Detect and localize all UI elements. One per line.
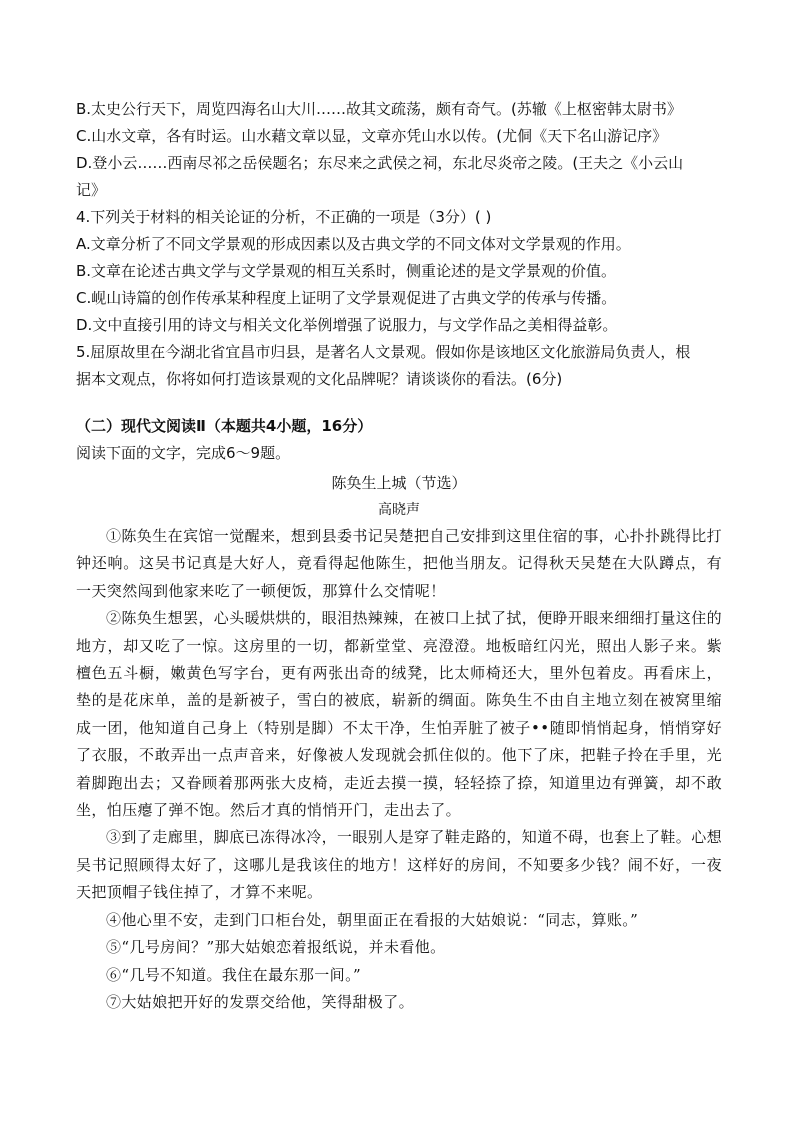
option-d-line1: D.登小云……西南尽祁之岳侯题名；东尽来之武侯之祠，东北尽炎帝之陵。(王夫之《小云山 [76, 154, 684, 172]
question4-option-c: C.岘山诗篇的创作传承某种程度上证明了文学景观促进了古典文学的传承与传播。 [76, 289, 617, 307]
option-d-line2: 记》 [76, 181, 107, 199]
story-paragraph-6: ⑥“几号不知道。我住在最东那一间。” [106, 965, 362, 984]
story-author: 高晓声 [378, 502, 420, 518]
document-page [76, 96, 722, 1016]
story-paragraph-5: ⑤“几号房间？”那大姑娘恋着报纸说，并未看他。 [106, 938, 446, 957]
story-paragraph-3: ③到了走廊里，脚底已冻得冰冷，一眼别人是穿了鞋走路的，知道不碍，也套上了鞋。心想吴书记照顾得太好了，这哪儿是我该住的地方！这样好的房间，不知要多少钱？闹不好，一夜天把顶帽子钱住掉了，才算不来呢。 [76, 828, 723, 902]
question4-option-b: B.文章在论述古典文学与文学景观的相互关系时，侧重论述的是文学景观的价值。 [76, 262, 617, 280]
reading-instruction: 阅读下面的文字，完成6～9题。 [76, 444, 291, 462]
story-paragraph-1: ①陈奂生在宾馆一觉醒来，想到县委书记吴楚把自己安排到这里住宿的事，心扑扑跳得比打钟还响。这吴书记真是大好人，竟看得起他陈生，把他当朋友。记得秋天吴楚在大队蹲点，有一天突然闯到他家来吃了一顿便饭，那算什么交情呢！ [76, 527, 723, 600]
story-title: 陈奂生上城（节选） [331, 474, 467, 492]
question5-line2: 据本文观点，你将如何打造该景观的文化品牌呢？请谈谈你的看法。(6分) [76, 370, 563, 388]
question5-line1: 5.屈原故里在今湖北省宜昌市归县，是著名人文景观。假如你是该地区文化旅游局负责人，根 [76, 343, 691, 361]
story-paragraph-2: ②陈奂生想罢，心头暖烘烘的，眼泪热辣辣，在被口上拭了拭，便睁开眼来细细打量这住的地方，却又吃了一惊。这房里的一切，都新堂堂、亮澄澄。地板暗红闪光，照出人影子来。紫檀色五斗橱，嫩黄色写字台，更有两张出奇的绒凳，比太师椅还大，里外包着皮。再看床上，垫的是花床单，盖的是新被子，雪白的被底，崭新的绸面。陈奂生不由自主地立刻在被窝里缩成一团，他知道自己身上（特别是脚）不太干净，生怕弄脏了被子••随即悄悄起身，悄悄穿好了衣服，不敢弄出一点声音来，好像被人发现就会抓住似的。他下了床，把鞋子拎在手里，光着脚跑出去；又眷顾着那两张大皮椅，走近去摸一摸，轻轻捺了捺，知道里边有弹簧，却不敢坐，怕压瘪了弹不饱。然后才真的悄悄开门，走出去了。 [76, 609, 723, 820]
question4-option-a: A.文章分析了不同文学景观的形成因素以及古典文学的不同文体对文学景观的作用。 [76, 235, 631, 253]
option-c: C.山水文章，各有时运。山水藉文章以显，文章亦凭山水以传。(尤侗《天下名山游记序》 [76, 127, 668, 145]
story-paragraph-7: ⑦大姑娘把开好的发票交给他，笑得甜极了。 [106, 992, 415, 1011]
question4-option-d: D.文中直接引用的诗文与相关文化举例增强了说服力，与文学作品之美相得益彰。 [76, 316, 618, 334]
section-heading: （二）现代文阅读Ⅱ（本题共4小题，16分） [76, 417, 373, 435]
story-paragraph-4: ④他心里不安，走到门口柜台处，朝里面正在看报的大姑娘说：“同志，算账。” [106, 910, 639, 929]
section-gap [76, 393, 722, 413]
option-b: B.太史公行天下，周览四海名山大川……故其文疏荡，颇有奇气。(苏辙《上枢密韩太尉书》 [76, 100, 682, 118]
question4-stem: 4.下列关于材料的相关论证的分析，不正确的一项是（3分）( ) [76, 208, 492, 226]
